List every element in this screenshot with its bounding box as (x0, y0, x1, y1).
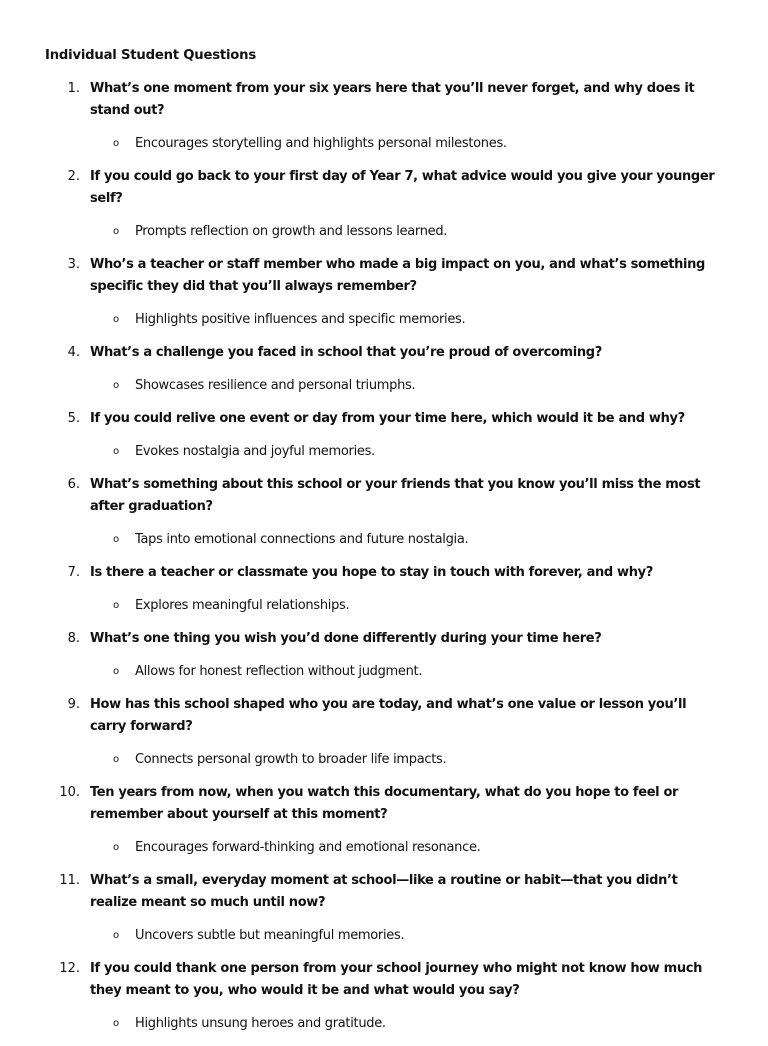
question-note (0, 595, 768, 617)
note-label: Encourages storytelling and highlights personal milestones. (135, 136, 507, 151)
question-number: 7. (67, 565, 80, 580)
question-number: 4. (67, 345, 80, 360)
question-label: Ten years from now, when you watch this documentary, what do you hope to feel or remember about yourself at this moment? (90, 785, 679, 822)
question-label: Is there a teacher or classmate you hope to stay in touch with forever, and why? (90, 565, 653, 580)
question-item-4 (0, 342, 768, 397)
circle-bullet-icon: o (113, 930, 119, 941)
question-number: 5. (67, 411, 80, 426)
circle-bullet-icon: o (113, 1018, 119, 1029)
note-label: Highlights positive influences and specific memories. (135, 312, 466, 327)
question-text (0, 78, 768, 122)
question-label: What’s something about this school or your friends that you know you’ll miss the most after graduation? (90, 477, 701, 514)
note-label: Uncovers subtle but meaningful memories. (135, 928, 405, 943)
question-text (0, 474, 768, 518)
question-label: If you could thank one person from your school journey who might not know how much they meant to you, who would it be and what would you say? (90, 961, 703, 998)
question-text (0, 628, 768, 650)
question-item-9 (0, 694, 768, 771)
question-text (0, 870, 768, 914)
question-text (0, 782, 768, 826)
question-label: What’s one thing you wish you’d done differently during your time here? (90, 631, 602, 646)
question-text (0, 408, 768, 430)
circle-bullet-icon: o (113, 446, 119, 457)
circle-bullet-icon: o (113, 754, 119, 765)
question-label: What’s one moment from your six years here that you’ll never forget, and why does it stand out? (90, 81, 695, 118)
question-text (0, 166, 768, 210)
question-number: 2. (67, 169, 80, 184)
question-number: 10. (59, 785, 80, 800)
note-label: Connects personal growth to broader life impacts. (135, 752, 447, 767)
question-number: 3. (67, 257, 80, 272)
question-item-10 (0, 782, 768, 859)
question-item-3 (0, 254, 768, 331)
question-label: What’s a small, everyday moment at school—like a routine or habit—that you didn’t realize meant so much until now? (90, 873, 678, 910)
question-label: Who’s a teacher or staff member who made a big impact on you, and what’s something specific they did that you’ll always remember? (90, 257, 706, 294)
circle-bullet-icon: o (113, 534, 119, 545)
question-text (0, 254, 768, 298)
question-text (0, 342, 768, 364)
question-number: 6. (67, 477, 80, 492)
note-label: Showcases resilience and personal triumphs. (135, 378, 416, 393)
note-label: Prompts reflection on growth and lessons learned. (135, 224, 448, 239)
question-label: If you could relive one event or day from your time here, which would it be and why? (90, 411, 685, 426)
question-note (0, 221, 768, 243)
question-item-1 (0, 78, 768, 155)
document-title: Individual Student Questions (45, 48, 256, 63)
question-item-2 (0, 166, 768, 243)
question-note (0, 133, 768, 155)
question-number: 1. (67, 81, 80, 96)
note-label: Evokes nostalgia and joyful memories. (135, 444, 375, 459)
question-note (0, 1013, 768, 1035)
question-label: If you could go back to your first day of Year 7, what advice would you give your younger self? (90, 169, 715, 206)
question-item-7 (0, 562, 768, 617)
question-number: 9. (67, 697, 80, 712)
question-note (0, 375, 768, 397)
question-note (0, 529, 768, 551)
question-note (0, 837, 768, 859)
question-label: How has this school shaped who you are today, and what’s one value or lesson you’ll carry forward? (90, 697, 687, 734)
question-note (0, 309, 768, 331)
question-text (0, 958, 768, 1002)
note-label: Allows for honest reflection without judgment. (135, 664, 423, 679)
question-item-8 (0, 628, 768, 683)
question-number: 12. (59, 961, 80, 976)
circle-bullet-icon: o (113, 314, 119, 325)
question-number: 11. (59, 873, 80, 888)
question-note (0, 925, 768, 947)
question-note (0, 749, 768, 771)
question-item-12 (0, 958, 768, 1035)
question-note (0, 441, 768, 463)
circle-bullet-icon: o (113, 226, 119, 237)
question-text (0, 694, 768, 738)
note-label: Encourages forward-thinking and emotional resonance. (135, 840, 481, 855)
question-item-5 (0, 408, 768, 463)
question-note (0, 661, 768, 683)
circle-bullet-icon: o (113, 600, 119, 611)
note-label: Explores meaningful relationships. (135, 598, 350, 613)
question-label: What’s a challenge you faced in school that you’re proud of overcoming? (90, 345, 602, 360)
note-label: Taps into emotional connections and future nostalgia. (135, 532, 469, 547)
circle-bullet-icon: o (113, 380, 119, 391)
question-text (0, 562, 768, 584)
note-label: Highlights unsung heroes and gratitude. (135, 1016, 386, 1031)
question-list (0, 78, 768, 1046)
circle-bullet-icon: o (113, 138, 119, 149)
question-item-6 (0, 474, 768, 551)
circle-bullet-icon: o (113, 666, 119, 677)
circle-bullet-icon: o (113, 842, 119, 853)
question-item-11 (0, 870, 768, 947)
question-number: 8. (67, 631, 80, 646)
